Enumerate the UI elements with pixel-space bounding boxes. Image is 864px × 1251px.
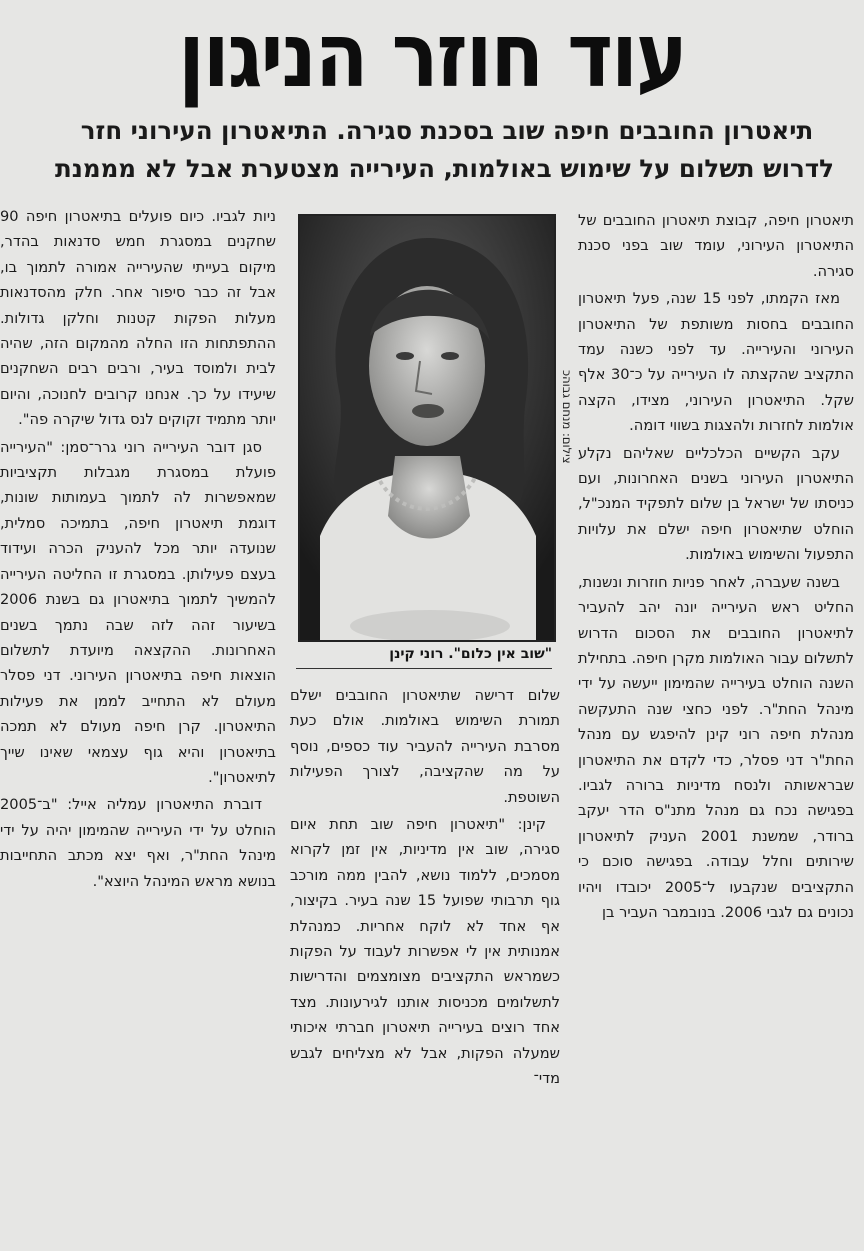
headline: עוד חוזר הניגון [178, 4, 686, 108]
portrait-photo [298, 214, 556, 642]
photo-caption: "שוב אין כלום". רוני קינן [296, 644, 552, 669]
paragraph: עקב הקשיים הכלכליים שאליהם נקלע התיאטרון העירוני בשנים האחרונות, ועם כניסתו של ישראל בן שלום לתפקיד המנכ"ל, הוחלט שתיאטרון חיפה ישלם את עלויות התפעול והשימוש באולמות. [578, 444, 854, 564]
article-column-right [578, 208, 854, 1248]
paragraph: מאז הקמתו, לפני 15 שנה, פעל תיאטרון החובבים בחסות משותפת של התיאטרון העירוני והעירייה. עד לפני כשנה עמד התקציב שהקצתה לו העירייה על כ־30 אלף שקל. התיאטרון העירוני, מצידו, הקצה אולמות לחזרות ולהצגות בשווי דומה. [578, 290, 854, 435]
deck [55, 112, 834, 192]
article-column-left [0, 204, 276, 1251]
paragraph: ניות לגביו. כיום פועלים בתיאטרון חיפה 90 שחקנים במסגרת חמש סדנאות בהדר, מיקום בעייתי שהעירייה אמורה לתמוך בו, אבל זה כבר סיפור אחר. חלק מהסדנאות מעלות הפקות קטנות וחלקן גדולות. ההתפתחות הזו החלה מהמקום הזה, שהיה לבית ולמוסד בעיר, ורבים רבים השחקנים שיעידו על כך. אנחנו קרובים לחנוכה, והיום יותר מתמיד זקוקים לנס גדול שיקרה פה". [0, 208, 276, 429]
portrait-illustration [300, 216, 554, 640]
deck-line-2: לדרוש תשלום על שימוש באולמות, העירייה מצטערת אבל לא מממנת [55, 154, 834, 183]
deck-line-1: תיאטרון החובבים חיפה שוב בסכנת סגירה. התיאטרון העירוני חזר [80, 116, 814, 145]
photo-credit: צילום: מנחם גבוהכ [560, 370, 574, 464]
paragraph: שלום דרישה שתיאטרון החובבים ישלם תמורת השימוש באולמות. אולם כעת מסרבת העירייה להעביר עוד כספים, נוסף על מה שהקציבה, לצורך הפעילות השוטפת. [290, 687, 560, 806]
paragraph: תיאטרון חיפה, קבוצת תיאטרון החובבים של התיאטרון העירוני, עומד שוב בפני סכנת סגירה. [578, 212, 854, 280]
paragraph: קינן: "תיאטרון חיפה שוב תחת איום סגירה, שוב אין מדיניות, אין זמן לקרוא מסמכים, ללמוד נושא, להבין ממה מורכב גוף תרבותי שפועל 15 שנה בעיר. בקיצור, אף אחד לא לוקח אחריות. כמנהלת אמנותית אין לי אפשרות לעבוד על הפקות כשמראש התקציבים מצומצמים והדרישות לתשלומים מכניסות אותנו לגירעונות. מצד אחד רוצים בעירייה תיאטרון חברתי איכותי שמעלה הפקות, אבל לא מצליחים לגבש מדי־ [290, 816, 560, 1088]
article-column-middle [290, 683, 560, 1251]
paragraph: סגן דובר העירייה רוני גרר־סמן: "העירייה פועלת במסגרת מגבלות תקציביות שמאפשרות לה לתמוך בעמותות שונות, דוגמת תיאטרון חיפה, בתמיכה סמלית, שנועדה יותר מכל להעניק הכרה ועידוד בעצם פעילותן. במסגרת זו החליטה העירייה להמשיך לתמוך בתיאטרון גם בשנת 2006 בשיעור זהה לזה שבה נתמך בשנים האחרונות. ההקצאה מיועדת לתשלום הוצאות חיפה בתיאטרון העירוני. דני פסלר מעולם לא התחייב לממן את פעילות התיאטרון. קרן חיפה מעולם לא תמכה בתיאטרון והיא גוף עצמאי שאינו שייך לתיאטרון". [0, 438, 276, 786]
paragraph: בשנה שעברה, לאחר פניות חוזרות ונשנות, החליט ראש העירייה יונה יהב להעביר לתיאטרון החובבים את הסכום הדרוש לתשלום עבור האולמות מקרן חיפה. בתחילת השנה הוחלט בעירייה שהמימון ייעשה על ידי מינהל החת"ר. לפני כחצי שנה התעקשה מנהלת חיפה רוני קינן להיפגש עם מנהל החת"ר דני פסלר, כדי לקדם את התיאטרון שבראשותה ולנסח מדיניות ברורה לגביו. בפגישה נכח גם מנהל מתנ"ס הדר יעקב ברודר, שמשנת 2001 העניק לתיאטרון שירותים וחלל עבודה. בפגישה סוכם כי התקציבים שנקבעו ל־2005 יכובדו ויהיו נכונים גם לגבי 2006. בנובמבר העביר בן [578, 573, 854, 921]
paragraph: דוברת התיאטרון עמליה אייל: "ב־2005 הוחלט על ידי העירייה שהמימון יהיה על ידי מינהל החת"ר, ואף יצא מכתב התחייבות בנושא מראש המינהל היוצא". [0, 796, 276, 890]
